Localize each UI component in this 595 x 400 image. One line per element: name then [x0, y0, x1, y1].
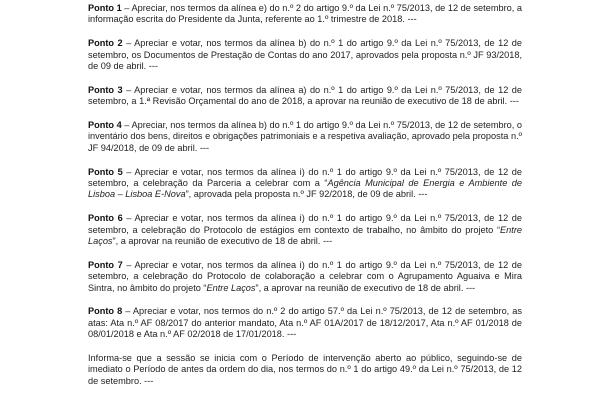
agenda-item-text: ”, aprovada pela proposta n.º JF 92/2018, de 09 de abril. --- [185, 189, 428, 200]
agenda-item-text: – Apreciar e votar, nos termos da alínea a) do n.º 1 do artigo 9.º da Lei n.º 75/2013, de 12 de setembro, a 1.ª Revisão Orçamental do ano de 2018, a aprovar na reunião de executivo de 18 de abril. --- [88, 84, 525, 107]
agenda-item [88, 3, 525, 26]
agenda-item-label: Ponto 6 [88, 213, 123, 224]
agenda-item [88, 306, 525, 340]
agenda-item-text: – Apreciar e votar, nos termos da alínea i) do n.º 1 do artigo 9.º da Lei n.º 75/2013, de 12 de setembro, a celebração da Parceria a celebrar com a “ [88, 166, 525, 189]
agenda-item-text: ”, a aprovar na reunião de executivo de 18 de abril. --- [112, 236, 333, 247]
agenda-text-column [88, 3, 525, 387]
agenda-item [88, 84, 525, 108]
agenda-item [88, 38, 525, 72]
agenda-item-italic-text: Agência Municipal de Energia e Ambiente de Lisboa – Lisboa E-Nova [88, 178, 525, 200]
agenda-item [88, 166, 525, 201]
agenda-item-text: – Apreciar, nos termos da alínea e) do n.º 2 do artigo 9.º da Lei n.º 75/2013, de 12 de setembro, a informação escrita do Presidente da Junta, referente ao 1.º trimestre de 2018. --- [88, 3, 525, 25]
agenda-item-text: – Apreciar e votar, nos termos do n.º 2 do artigo 57.º da Lei n.º 75/2013, de 12 de setembro, as atas: Ata n.º AF 08/2017 do anterior mandato, Ata n.º AF 01A/2017 de 18/12/2017, Ata n.º AF 01/2018 de 08/01/2018 e Ata n.º AF 02/2018 de 17/01/2018. --- [88, 306, 525, 340]
agenda-item [88, 259, 525, 294]
agenda-item-label: Ponto 8 [88, 306, 123, 317]
agenda-item-text: – Apreciar, nos termos da alínea b) do n.º 1 do artigo 9.º da Lei n.º 75/2013, de 12 de setembro, o inventário dos bens, direitos e obrigações patrimoniais e a respetiva avaliação, aprovado pela proposta n.º JF 94/2018, de 09 de abril. --- [88, 120, 525, 153]
agenda-item [88, 213, 525, 247]
agenda-item [88, 120, 525, 154]
agenda-item-text: ”, a aprovar na reunião de executivo de 18 de abril. --- [255, 282, 476, 293]
agenda-item-label: Ponto 2 [88, 38, 123, 49]
closing-paragraph: Informa-se que a sessão se inicia com o Período de intervenção aberto ao público, seguindo-se de imediato o Período de antes da ordem do dia, nos termos do n.º 1 do artigo 49.º da Lei n.º 75/2013, de 12 de setembro. --- [88, 353, 525, 386]
agenda-item-label: Ponto 5 [88, 166, 123, 177]
agenda-item-text: – Apreciar e votar, nos termos da alínea i) do n.º 1 do artigo 9.º da Lei n.º 75/2013, de 12 de setembro, a celebração do Protocolo de estágios em contexto de trabalho, no âmbito do projeto “ [88, 213, 525, 235]
agenda-item-text: – Apreciar e votar, nos termos da alínea i) do n.º 1 do artigo 9.º da Lei n.º 75/2013, de 12 de setembro, a celebração do Protocolo de colaboração a celebrar com o Agrupamento Aguaiva e Mira Sintra, no âmbito do projeto “ [88, 259, 525, 293]
agenda-item-label: Ponto 4 [88, 120, 122, 131]
agenda-item-label: Ponto 1 [88, 3, 122, 13]
agenda-item-label: Ponto 3 [88, 84, 123, 95]
agenda-item-italic-text: Entre Laços [88, 224, 525, 247]
agenda-item-label: Ponto 7 [88, 259, 123, 270]
agenda-item-italic-text: Entre Laços [206, 282, 256, 293]
agenda-item-text: – Apreciar e votar, nos termos da alínea b) do n.º 1 do artigo 9.º da Lei n.º 75/2013, de 12 de setembro, os Documentos de Prestação de Contas do ano 2017, aprovados pela proposta n.º JF 93/2018, de 09 de abril. --- [88, 38, 525, 72]
